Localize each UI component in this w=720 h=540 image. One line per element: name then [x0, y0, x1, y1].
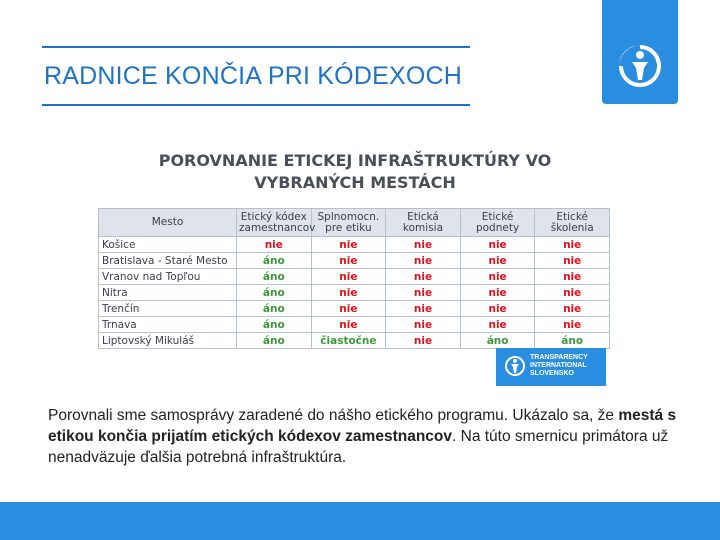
city-cell: Bratislava - Staré Mesto — [99, 253, 237, 269]
status-cell: nie — [311, 317, 386, 333]
table-row — [99, 301, 610, 317]
page-title: RADNICE KONČIA PRI KÓDEXOCH — [44, 62, 462, 90]
status-cell: áno — [237, 301, 312, 317]
status-cell: nie — [535, 253, 610, 269]
status-cell: nie — [535, 237, 610, 253]
column-header: Etické podnety — [460, 209, 535, 237]
transparency-international-logo-icon — [614, 40, 666, 92]
status-cell: nie — [460, 301, 535, 317]
ti-badge-line: SLOVENSKO — [530, 370, 574, 377]
status-cell: nie — [535, 269, 610, 285]
status-cell: áno — [237, 285, 312, 301]
table-row — [99, 237, 610, 253]
ti-badge-logo-icon — [503, 354, 527, 378]
status-cell: nie — [386, 301, 461, 317]
status-cell: nie — [311, 237, 386, 253]
summary-text-bold: mestá s etikou končia prijatím etických kódexov zamestnancov — [48, 407, 677, 445]
status-cell: nie — [460, 269, 535, 285]
status-cell: áno — [535, 333, 610, 349]
status-cell: nie — [535, 285, 610, 301]
status-cell: áno — [237, 317, 312, 333]
ti-slovensko-badge — [496, 348, 606, 386]
city-cell: Nitra — [99, 285, 237, 301]
ti-badge-text — [530, 354, 588, 378]
title-rule-top — [42, 46, 470, 48]
table-row — [99, 269, 610, 285]
status-cell: áno — [237, 269, 312, 285]
logo-panel — [602, 0, 678, 104]
comparison-table — [98, 208, 610, 349]
table-title-line-1: POROVNANIE ETICKEJ INFRAŠTRUKTÚRY VO — [158, 151, 552, 170]
status-cell: nie — [386, 269, 461, 285]
summary-text-2: . Na túto smernicu primátora už nenadväzuje ďalšia potrebná infraštruktúra. — [48, 428, 669, 466]
city-cell: Liptovský Mikuláš — [99, 333, 237, 349]
status-cell: nie — [386, 285, 461, 301]
status-cell: čiastočne — [311, 333, 386, 349]
status-cell: nie — [311, 285, 386, 301]
status-cell: nie — [237, 237, 312, 253]
column-header: Etické školenia — [535, 209, 610, 237]
status-cell: nie — [460, 253, 535, 269]
table-title-line-2: VYBRANÝCH MESTÁCH — [254, 173, 456, 192]
status-cell: nie — [311, 253, 386, 269]
column-header: Splnomocn. pre etiku — [311, 209, 386, 237]
ti-badge-line: INTERNATIONAL — [530, 362, 587, 369]
city-cell: Vranov nad Topľou — [99, 269, 237, 285]
table-row — [99, 317, 610, 333]
table-header-row — [99, 209, 610, 237]
column-header: Etická komisia — [386, 209, 461, 237]
summary-text-1: Porovnali sme samosprávy zaradené do nášho etického programu. Ukázalo sa, že — [48, 407, 619, 424]
status-cell: áno — [460, 333, 535, 349]
city-cell: Košice — [99, 237, 237, 253]
column-header: Etický kódex zamestnancov — [237, 209, 312, 237]
table-row — [99, 333, 610, 349]
city-cell: Trnava — [99, 317, 237, 333]
status-cell: nie — [535, 301, 610, 317]
summary-paragraph — [48, 405, 688, 468]
status-cell: nie — [386, 253, 461, 269]
comparison-table-wrap — [98, 208, 610, 349]
city-cell: Trenčín — [99, 301, 237, 317]
status-cell: nie — [460, 317, 535, 333]
title-rule-bottom — [42, 104, 470, 106]
status-cell: áno — [237, 253, 312, 269]
status-cell: nie — [386, 333, 461, 349]
status-cell: áno — [237, 333, 312, 349]
status-cell: nie — [460, 237, 535, 253]
status-cell: nie — [311, 301, 386, 317]
status-cell: nie — [535, 317, 610, 333]
table-row — [99, 253, 610, 269]
ti-badge-line: TRANSPARENCY — [530, 354, 588, 361]
status-cell: nie — [386, 237, 461, 253]
status-cell: nie — [386, 317, 461, 333]
column-header: Mesto — [99, 209, 237, 237]
status-cell: nie — [311, 269, 386, 285]
table-row — [99, 285, 610, 301]
footer-bar — [0, 502, 720, 540]
table-title — [120, 150, 590, 194]
status-cell: nie — [460, 285, 535, 301]
